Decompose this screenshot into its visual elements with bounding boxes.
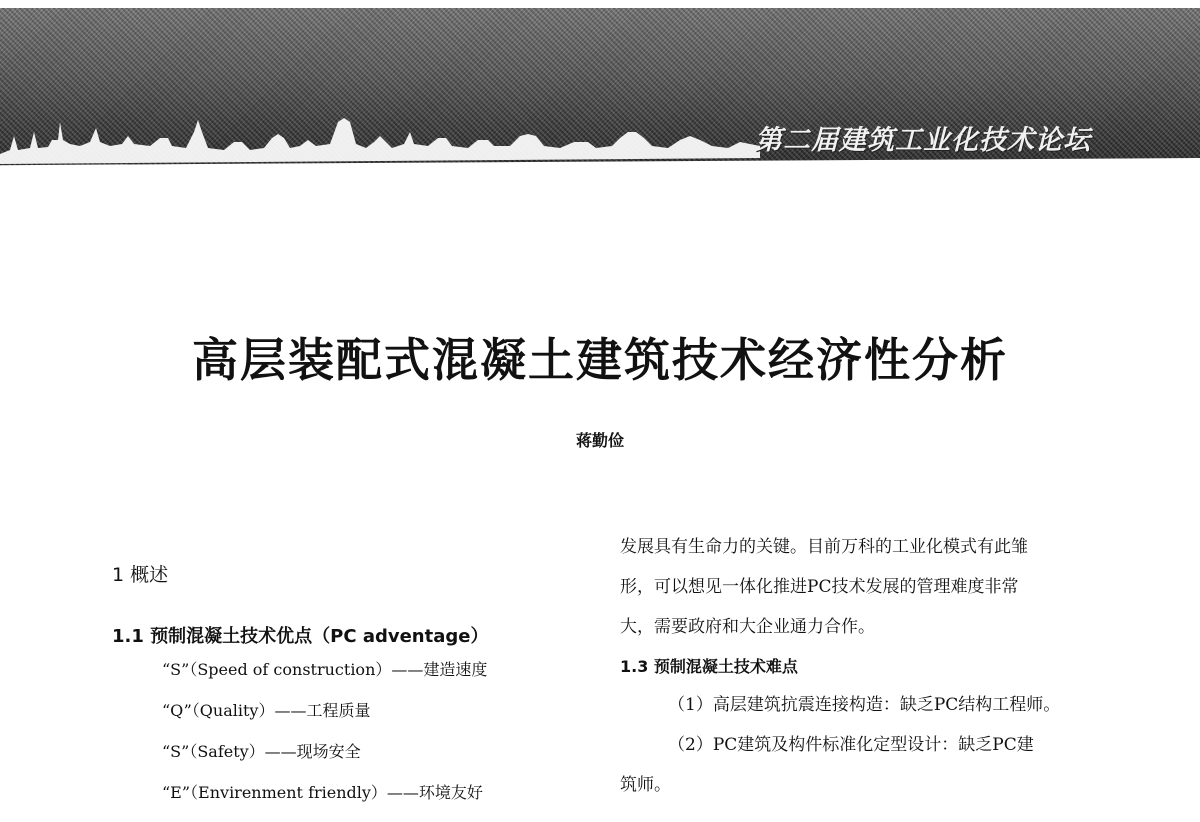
city-skyline-graphic xyxy=(0,92,760,168)
list-item: “E”（Envirenment friendly）——环境友好 xyxy=(162,783,483,802)
paragraph-line: 形，可以想见一体化推进PC技术发展的管理难度非常 xyxy=(620,577,1019,597)
advantage-list xyxy=(162,658,487,822)
paragraph-line: 发展具有生命力的关键。目前万科的工业化模式有此雏 xyxy=(620,537,1028,557)
banner-forum-title: 第二届建筑工业化技术论坛 xyxy=(755,125,1091,156)
document-author: 蒋勤俭 xyxy=(575,431,624,450)
banner-top-edge xyxy=(0,0,1200,8)
difficulty-point-2: （2）PC建筑及构件标准化定型设计：缺乏PC建 xyxy=(668,735,1034,755)
difficulty-point-1: （1）高层建筑抗震连接构造：缺乏PC结构工程师。 xyxy=(668,695,1061,715)
right-column xyxy=(620,535,1120,813)
list-item: “S”（Speed of construction）——建造速度 xyxy=(162,660,488,679)
document-title: 高层装配式混凝土建筑技术经济性分析 xyxy=(192,333,1008,387)
list-item: “S”（Safety）——现场安全 xyxy=(162,742,361,761)
subsection-heading-difficulties: 1.3 预制混凝土技术难点 xyxy=(620,657,798,676)
difficulty-point-2-continued: 筑师。 xyxy=(620,775,671,795)
paragraph-line: 大，需要政府和大企业通力合作。 xyxy=(620,617,875,637)
header-banner xyxy=(0,0,1200,168)
section-heading: 1 概述 xyxy=(112,564,169,586)
subsection-heading-pc-advantage: 1.1 预制混凝土技术优点（PC adventage） xyxy=(112,626,489,647)
list-item: “Q”（Quality）——工程质量 xyxy=(162,701,371,720)
